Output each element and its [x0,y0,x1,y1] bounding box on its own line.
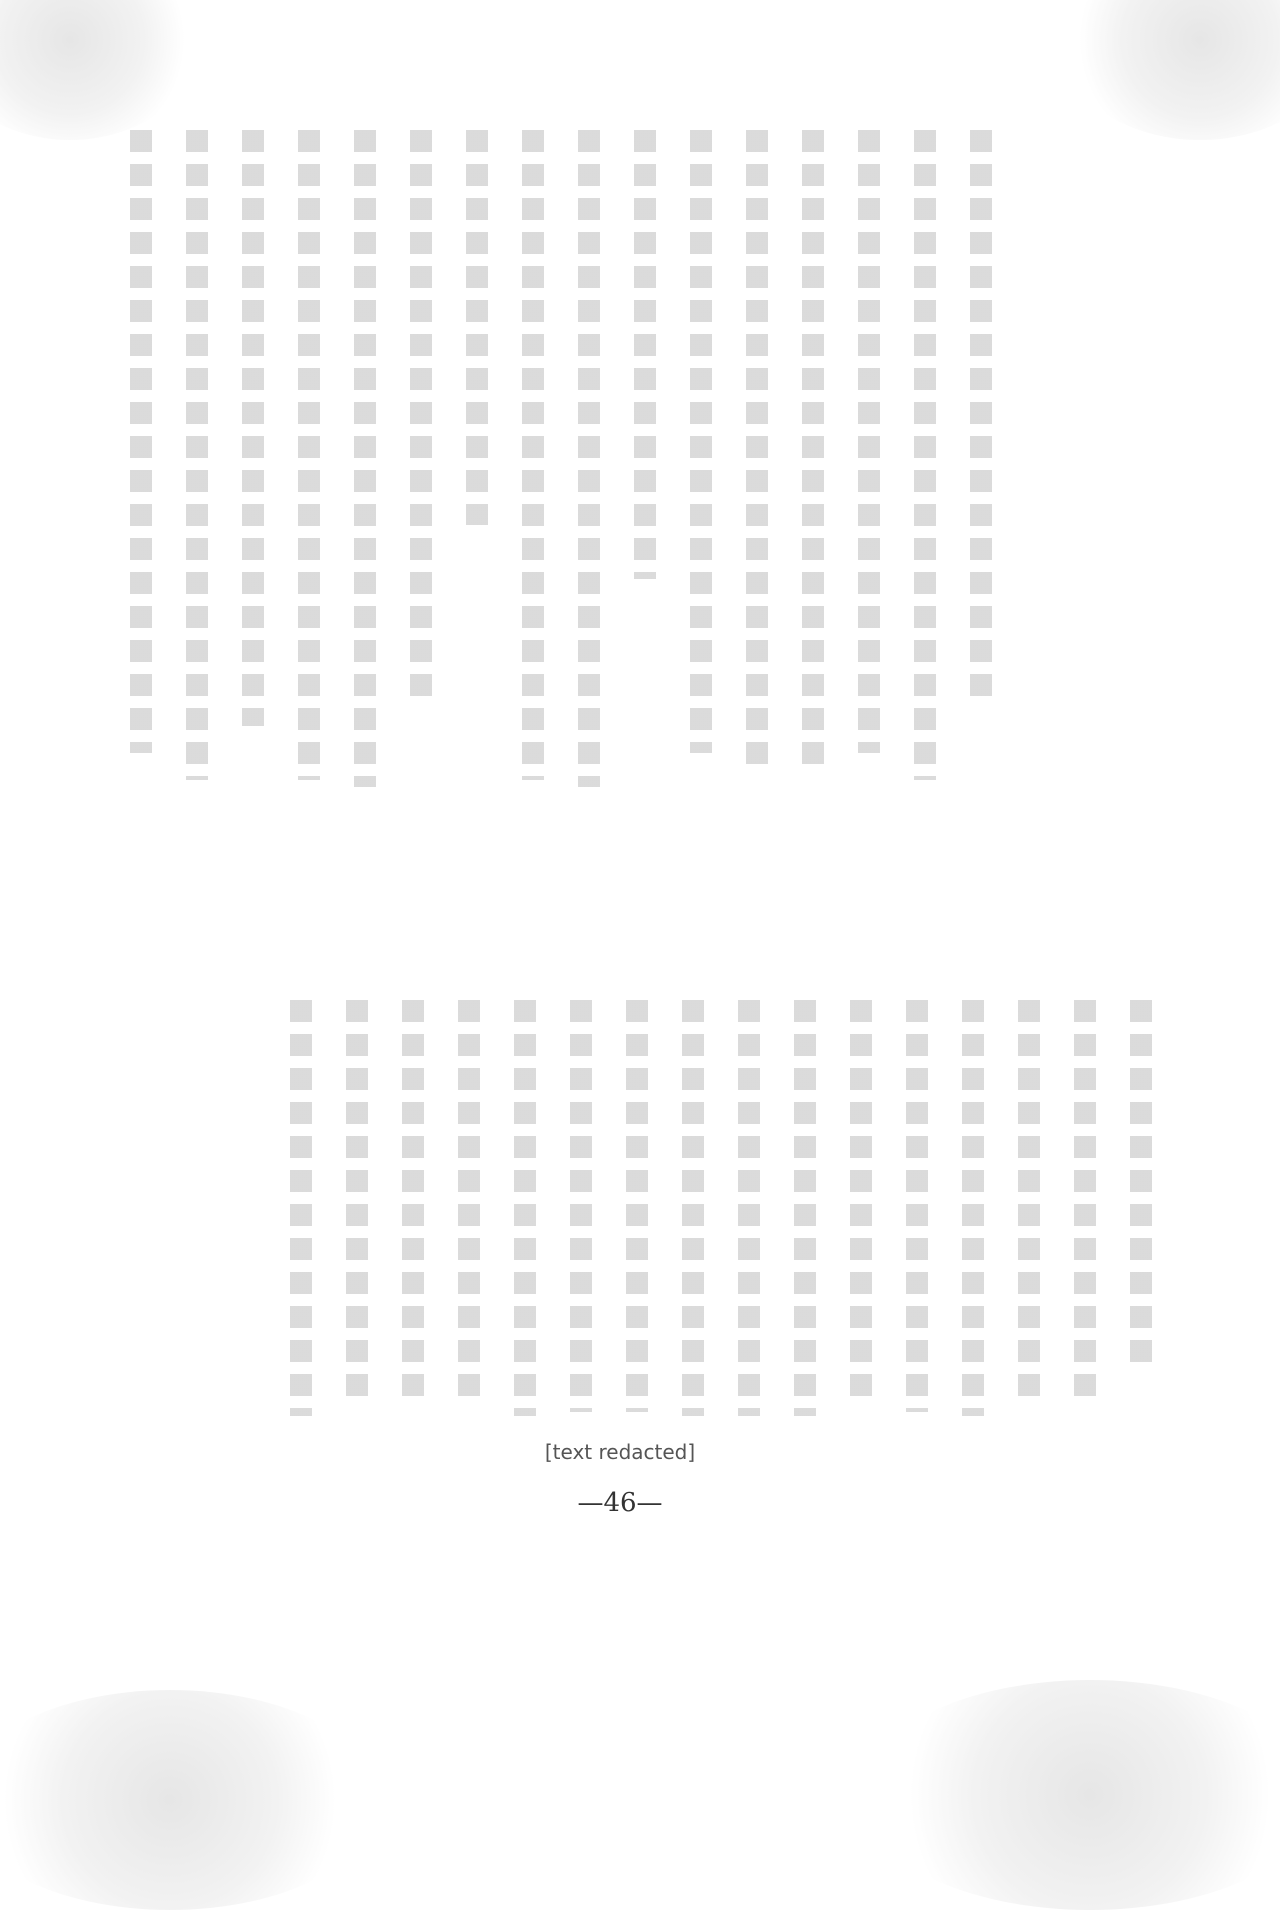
lace-decoration-top-right [1060,0,1280,140]
text-column-redacted [626,1000,648,1412]
text-column-redacted [298,130,320,780]
text-column-redacted [514,1000,536,1416]
text-column-redacted [346,1000,368,1399]
text-column-redacted [802,130,824,773]
text-column-redacted [466,130,488,525]
text-column-redacted [570,1000,592,1412]
lace-decoration-top-left [0,0,200,140]
text-column-redacted [850,1000,872,1407]
text-column-redacted [290,1000,312,1416]
text-column-redacted [402,1000,424,1403]
text-column-redacted [906,1000,928,1412]
text-column-redacted [410,130,432,706]
redaction-note: [text redacted] [544,1440,696,1464]
text-column-redacted [1130,1000,1152,1370]
text-column-redacted [1018,1000,1040,1407]
text-column-redacted [522,130,544,780]
lace-decoration-bottom-right [860,1680,1280,1910]
text-column-redacted [962,1000,984,1416]
lace-decoration-bottom-left [0,1690,380,1910]
text-column-redacted [458,1000,480,1407]
upper-text-block [90,130,1010,810]
page-number: —46— [577,1488,663,1518]
text-column-redacted [578,130,600,787]
text-column-redacted [682,1000,704,1416]
text-column-redacted [746,130,768,773]
text-column-redacted [634,130,656,579]
text-column-redacted [1074,1000,1096,1403]
text-column-redacted [354,130,376,787]
text-column-redacted [690,130,712,753]
text-column-redacted [738,1000,760,1416]
lower-text-block [270,1000,1170,1620]
text-column-redacted [858,130,880,753]
text-column-redacted [794,1000,816,1416]
text-column-redacted [242,130,264,726]
text-column-redacted [914,130,936,780]
text-column-redacted [130,130,152,753]
text-column-redacted [970,130,992,700]
text-column-redacted [186,130,208,780]
